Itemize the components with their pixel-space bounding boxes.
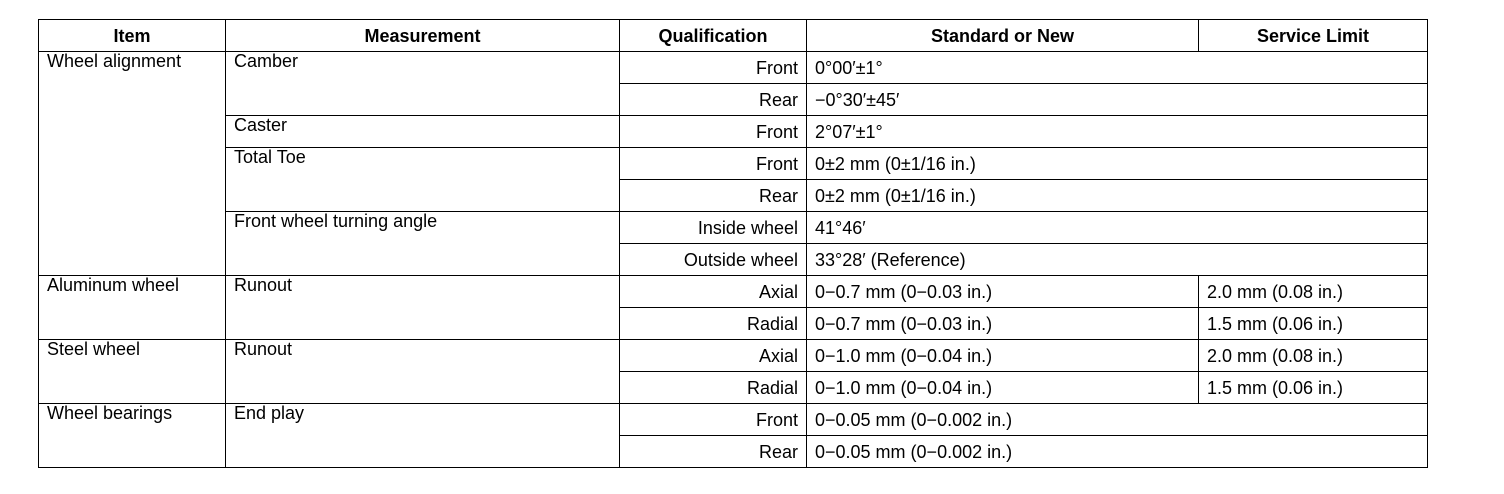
standard-cell: −0°30′±45′ <box>807 84 1428 116</box>
measurement-cell: Caster <box>226 116 620 148</box>
header-service-limit: Service Limit <box>1199 20 1428 52</box>
qualification-cell: Front <box>620 52 807 84</box>
table-row <box>39 404 1428 436</box>
qualification-cell: Outside wheel <box>620 244 807 276</box>
measurement-cell: Camber <box>226 52 620 116</box>
item-cell: Steel wheel <box>39 340 226 404</box>
table-row <box>39 276 1428 308</box>
qualification-cell: Front <box>620 404 807 436</box>
qualification-cell: Radial <box>620 372 807 404</box>
table-row <box>39 116 1428 148</box>
standard-cell: 0±2 mm (0±1/16 in.) <box>807 180 1428 212</box>
item-cell: Wheel alignment <box>39 52 226 276</box>
standard-cell: 0−1.0 mm (0−0.04 in.) <box>807 340 1199 372</box>
table-row <box>39 340 1428 372</box>
specifications-table <box>38 19 1428 468</box>
standard-cell: 0−0.05 mm (0−0.002 in.) <box>807 404 1428 436</box>
standard-cell: 0−0.7 mm (0−0.03 in.) <box>807 308 1199 340</box>
item-cell: Wheel bearings <box>39 404 226 468</box>
measurement-cell: Front wheel turning angle <box>226 212 620 276</box>
qualification-cell: Axial <box>620 340 807 372</box>
service-limit-cell: 1.5 mm (0.06 in.) <box>1199 372 1428 404</box>
standard-cell: 0−1.0 mm (0−0.04 in.) <box>807 372 1199 404</box>
qualification-cell: Rear <box>620 436 807 468</box>
table-row <box>39 52 1428 84</box>
service-limit-cell: 2.0 mm (0.08 in.) <box>1199 340 1428 372</box>
service-limit-cell: 2.0 mm (0.08 in.) <box>1199 276 1428 308</box>
header-qualification: Qualification <box>620 20 807 52</box>
header-item: Item <box>39 20 226 52</box>
standard-cell: 41°46′ <box>807 212 1428 244</box>
standard-cell: 0°00′±1° <box>807 52 1428 84</box>
standard-cell: 0±2 mm (0±1/16 in.) <box>807 148 1428 180</box>
qualification-cell: Rear <box>620 84 807 116</box>
header-row <box>39 20 1428 52</box>
measurement-cell: End play <box>226 404 620 468</box>
service-limit-cell: 1.5 mm (0.06 in.) <box>1199 308 1428 340</box>
standard-cell: 0−0.05 mm (0−0.002 in.) <box>807 436 1428 468</box>
qualification-cell: Axial <box>620 276 807 308</box>
standard-cell: 2°07′±1° <box>807 116 1428 148</box>
measurement-cell: Runout <box>226 340 620 404</box>
header-measurement: Measurement <box>226 20 620 52</box>
standard-cell: 0−0.7 mm (0−0.03 in.) <box>807 276 1199 308</box>
item-cell: Aluminum wheel <box>39 276 226 340</box>
measurement-cell: Total Toe <box>226 148 620 212</box>
table-row <box>39 212 1428 244</box>
qualification-cell: Inside wheel <box>620 212 807 244</box>
table-row <box>39 148 1428 180</box>
qualification-cell: Front <box>620 148 807 180</box>
measurement-cell: Runout <box>226 276 620 340</box>
qualification-cell: Rear <box>620 180 807 212</box>
standard-cell: 33°28′ (Reference) <box>807 244 1428 276</box>
header-standard: Standard or New <box>807 20 1199 52</box>
qualification-cell: Front <box>620 116 807 148</box>
qualification-cell: Radial <box>620 308 807 340</box>
